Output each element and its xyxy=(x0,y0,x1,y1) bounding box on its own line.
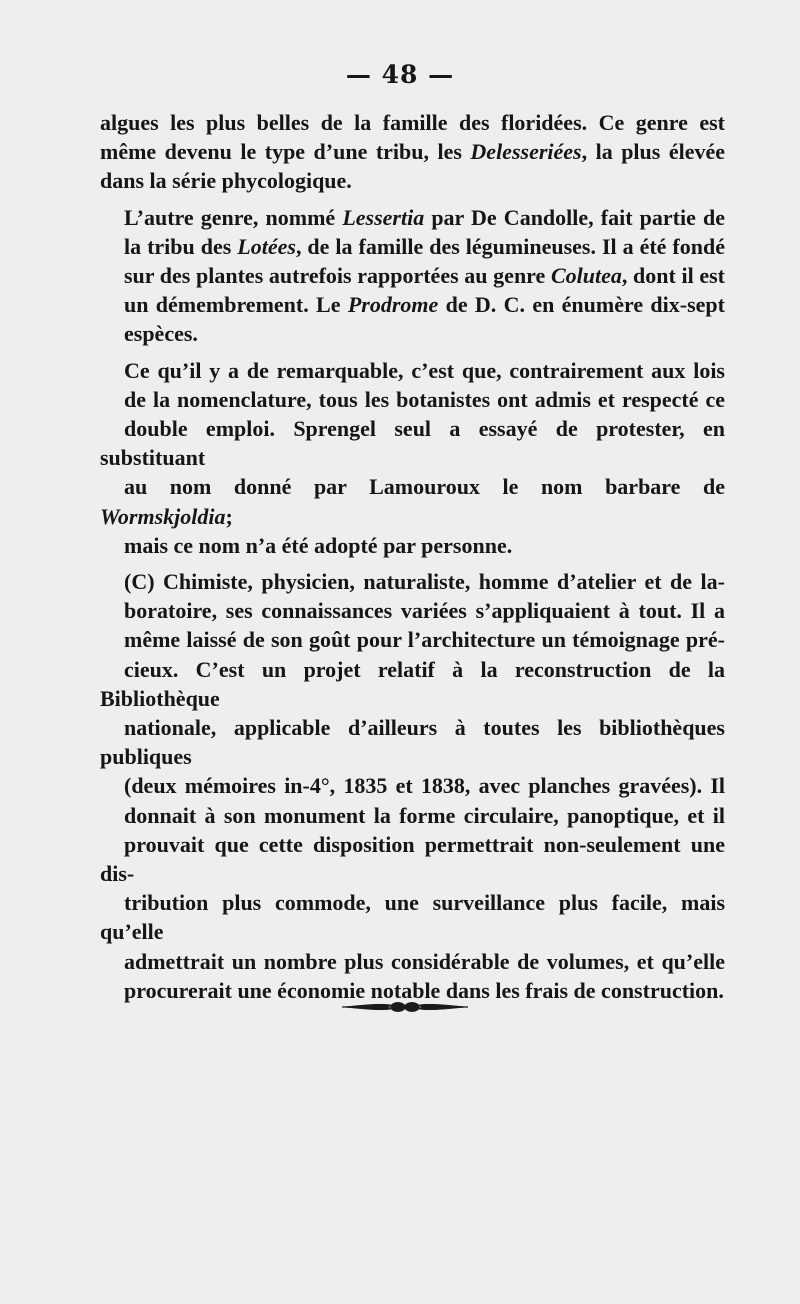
page-number: — 48 — xyxy=(345,60,455,89)
text-line xyxy=(100,596,725,625)
text-segment: dans la série phycologique. xyxy=(100,168,352,194)
text-segment: procurerait une économie notable dans les frais de construction. xyxy=(124,977,724,1003)
text-segment: la tribu des xyxy=(124,233,238,259)
text-line xyxy=(100,290,725,319)
text-segment: double emploi. Sprengel seul a essayé de protester, en substituant xyxy=(100,416,725,471)
text-line xyxy=(100,771,725,800)
paragraph-1 xyxy=(100,108,725,196)
text-line xyxy=(100,472,725,530)
text-segment: boratoire, ses connaissances variées s’appliquaient à tout. Il a xyxy=(124,598,725,624)
text-segment: par De Candolle, fait partie de xyxy=(424,204,725,230)
text-segment: sur des plantes autrefois rapportées au genre xyxy=(124,263,551,289)
text-segment: espèces. xyxy=(124,321,198,347)
text-segment: tribution plus commode, une surveillance plus facile, mais qu’elle xyxy=(100,890,725,945)
italic-term: Lessertia xyxy=(342,204,425,230)
text-segment: (C) Chimiste, physicien, naturaliste, homme d’atelier et de la- xyxy=(124,569,725,595)
text-segment: , de la famille des légumineuses. Il a été fondé xyxy=(295,233,725,259)
text-line xyxy=(100,713,725,771)
text-line xyxy=(100,203,725,232)
text-segment: mais ce nom n’a été adopté par personne. xyxy=(124,532,513,558)
paragraph-3 xyxy=(100,356,725,560)
italic-term: Wormskjoldia xyxy=(100,503,226,529)
text-segment: Ce qu’il y a de remarquable, c’est que, contrairement aux lois xyxy=(124,357,725,383)
text-segment: donnait à son monument la forme circulaire, panoptique, et il xyxy=(124,802,725,828)
text-segment: même devenu le type d’une tribu, les xyxy=(100,139,471,165)
text-segment: de la nomenclature, tous les botanistes ont admis et respecté ce xyxy=(124,386,725,412)
text-line xyxy=(100,655,725,713)
text-segment: nationale, applicable d’ailleurs à toutes les bibliothèques publiques xyxy=(100,715,725,770)
text-line xyxy=(100,888,725,946)
text-line xyxy=(100,947,725,976)
text-segment: de D. C. en énumère dix-sept xyxy=(438,292,725,318)
text-segment: , la plus élevée xyxy=(581,139,725,165)
italic-term: Delesseriées xyxy=(470,139,582,165)
body-text xyxy=(100,108,725,1005)
text-line xyxy=(100,261,725,290)
text-segment: , dont il est xyxy=(621,263,725,289)
text-segment: L’autre genre, nommé xyxy=(124,204,343,230)
text-segment: prouvait que cette disposition permettrait non-seulement une dis- xyxy=(100,831,725,887)
text-line xyxy=(100,531,725,560)
text-line xyxy=(100,137,725,166)
paragraph-4 xyxy=(100,567,725,1005)
text-segment: (deux mémoires in-4°, 1835 et 1838, avec planches gravées). Il xyxy=(124,773,725,799)
paragraph-2 xyxy=(100,203,725,349)
text-segment: un démembrement. Le xyxy=(124,292,348,318)
text-segment: ; xyxy=(225,503,233,529)
text-line xyxy=(100,108,725,137)
text-line xyxy=(100,830,725,888)
text-line xyxy=(100,414,725,472)
text-line xyxy=(100,385,725,414)
italic-term: Colutea xyxy=(550,263,622,289)
text-segment: même laissé de son goût pour l’architecture un témoignage pré- xyxy=(124,627,725,653)
fleuron-ornament-icon xyxy=(340,996,470,1018)
text-line xyxy=(100,232,725,261)
text-line xyxy=(100,166,725,195)
text-segment: au nom donné par Lamouroux le nom barbare de xyxy=(124,474,725,500)
text-segment: algues les plus belles de la famille des floridées. Ce genre est xyxy=(100,110,725,135)
text-line xyxy=(100,801,725,830)
italic-term: Lotées xyxy=(237,233,296,259)
text-segment: admettrait un nombre plus considérable de volumes, et qu’elle xyxy=(124,948,725,974)
text-line xyxy=(100,567,725,596)
italic-term: Prodrome xyxy=(347,292,439,318)
text-segment: cieux. C’est un projet relatif à la reconstruction de la Bibliothèque xyxy=(100,656,725,711)
text-line xyxy=(100,356,725,385)
text-line xyxy=(100,319,725,348)
text-line xyxy=(100,625,725,654)
